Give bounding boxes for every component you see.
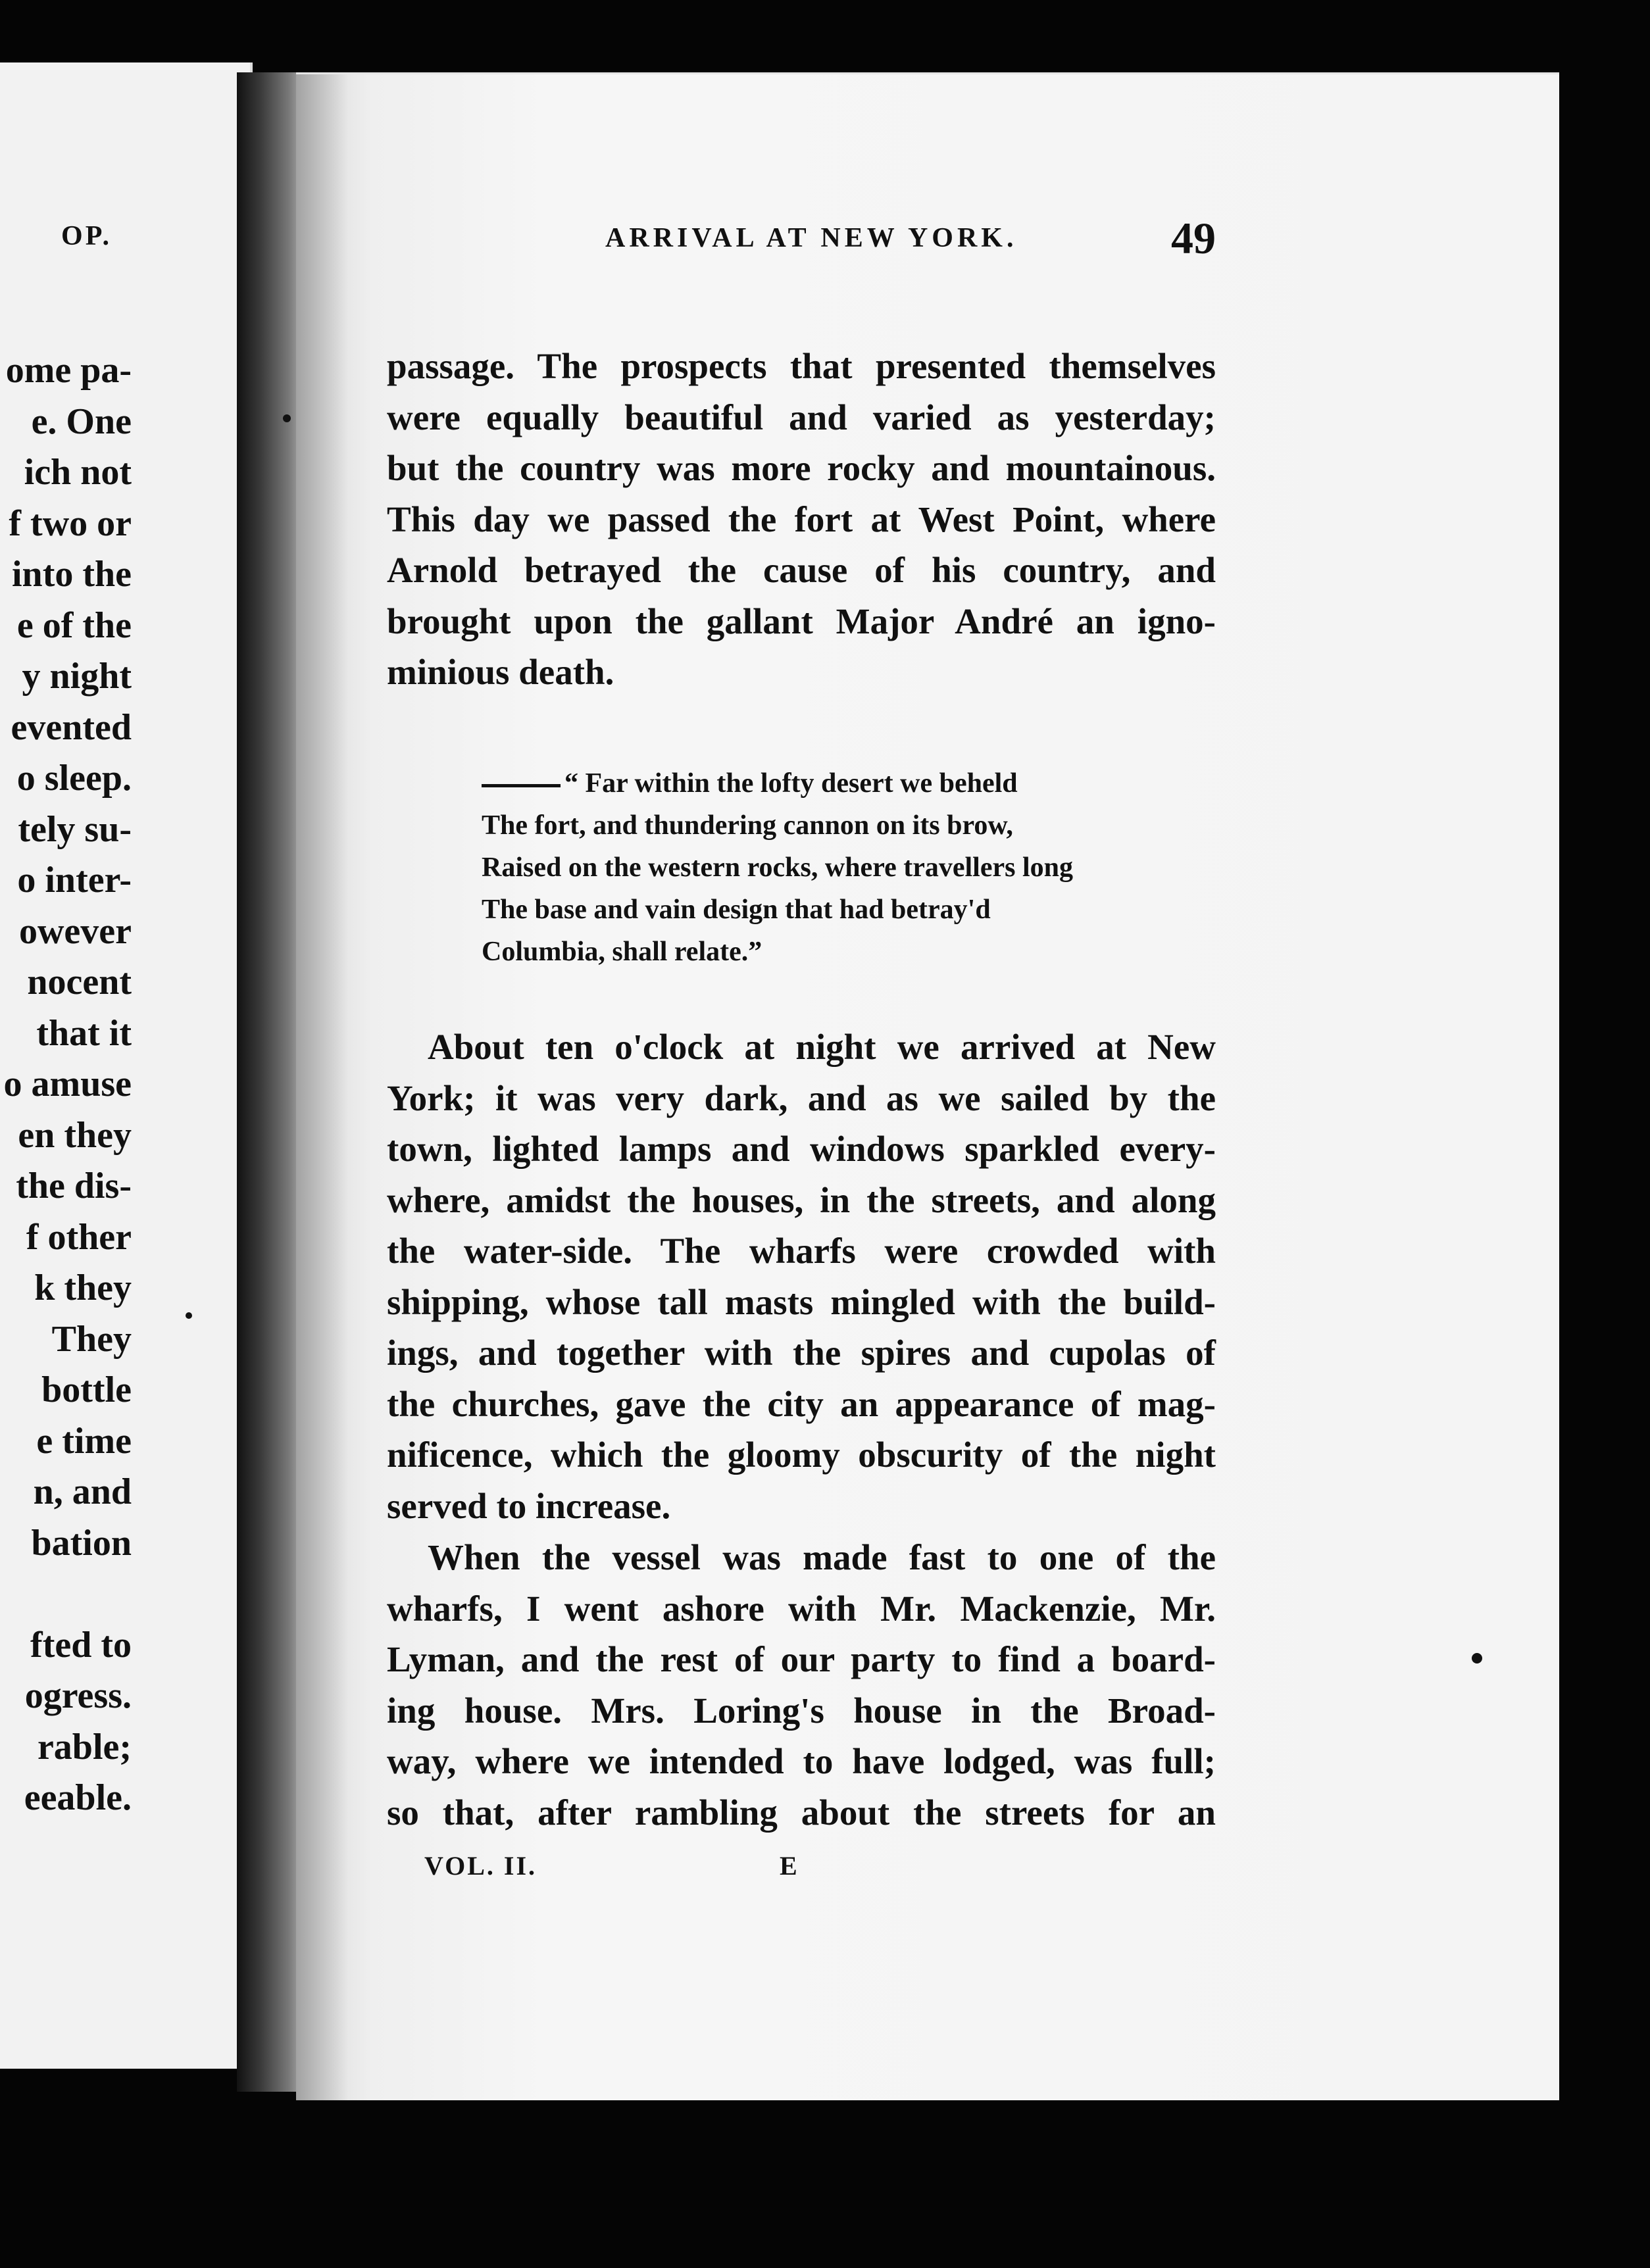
text-line: town, lighted lamps and windows sparkled every- [387, 1129, 1216, 1169]
paragraph-2 [387, 1022, 1216, 1531]
verse-line: The fort, and thundering cannon on its brow, [482, 810, 1013, 841]
previous-page-line: f two or [9, 503, 132, 544]
text-line: so that, after rambling about the streets for an [387, 1792, 1216, 1833]
verse-line [482, 762, 1139, 804]
signature-mark: E [780, 1851, 799, 1881]
ink-speck [283, 414, 291, 422]
previous-page-running-head: OP. [61, 221, 112, 251]
text-line: York; it was very dark, and as we sailed by the [387, 1077, 1216, 1118]
verse-line: Raised on the western rocks, where travellers long [482, 852, 1073, 883]
previous-page-line: owever [18, 910, 132, 952]
text-line: About ten o'clock at night we arrived at New [428, 1027, 1216, 1067]
text-line: the water-side. The wharfs were crowded with [387, 1231, 1216, 1271]
previous-page-line: f other [26, 1216, 132, 1258]
previous-page-line: o sleep. [16, 758, 132, 799]
previous-page-line: ich not [24, 452, 132, 493]
previous-page-text [0, 345, 132, 1824]
previous-page-line [0, 1569, 132, 1620]
text-line: the churches, gave the city an appearance of mag- [387, 1383, 1216, 1424]
volume-label: VOL. II. [424, 1851, 538, 1881]
page-edge-shadow [296, 74, 349, 2100]
previous-page-line: rable; [37, 1726, 132, 1767]
verse-quotation [482, 762, 1139, 973]
previous-page-line: the dis- [16, 1166, 132, 1206]
text-line: served to increase. [387, 1485, 671, 1526]
text-line: Arnold betrayed the cause of his country, and [387, 550, 1216, 590]
text-line: passage. The prospects that presented themselves [387, 346, 1216, 386]
text-line: minious death. [387, 652, 614, 692]
previous-page-line: ogress. [24, 1675, 132, 1716]
page-footer [424, 1850, 1148, 1881]
previous-page-line: e. One [31, 401, 132, 442]
text-line: wharfs, I went ashore with Mr. Mackenzie, Mr. [387, 1588, 1216, 1629]
ink-speck [1472, 1653, 1482, 1664]
previous-page-line: into the [12, 554, 132, 595]
paragraph-1 [387, 341, 1216, 698]
text-line: shipping, whose tall masts mingled with the build- [387, 1281, 1216, 1322]
previous-page-fragment [0, 62, 253, 2069]
text-line: When the vessel was made fast to one of the [428, 1537, 1216, 1577]
text-line: This day we passed the fort at West Point, where [387, 499, 1216, 539]
verse-line-text: “ Far within the lofty desert we beheld [564, 768, 1018, 799]
previous-page-line: They [51, 1318, 132, 1360]
text-line: ing house. Mrs. Loring's house in the Broad- [387, 1690, 1216, 1731]
previous-page-line: en they [18, 1114, 132, 1156]
page-number: 49 [1171, 213, 1216, 263]
paragraph-3 [387, 1532, 1216, 1838]
text-line: where, amidst the houses, in the streets, and along [387, 1179, 1216, 1220]
previous-page-line: e time [36, 1420, 132, 1462]
previous-page-line: eeable. [24, 1777, 132, 1818]
previous-page-line: n, and [33, 1471, 132, 1512]
previous-page-line: o amuse [3, 1064, 132, 1104]
verse-line: Columbia, shall relate.” [482, 937, 762, 967]
text-line: Lyman, and the rest of our party to find a board- [387, 1639, 1216, 1679]
previous-page-line: tely su- [18, 808, 132, 850]
previous-page-line: bation [31, 1522, 132, 1564]
previous-page-line: bottle [41, 1369, 132, 1410]
book-page [296, 72, 1559, 2100]
text-line: nificence, which the gloomy obscurity of the night [387, 1435, 1216, 1475]
previous-page-line: ome pa- [5, 350, 132, 391]
previous-page-line: that it [36, 1012, 132, 1054]
previous-page-line: fted to [30, 1624, 132, 1665]
verse-line: The base and vain design that had betray'd [482, 895, 991, 925]
previous-page-line: nocent [27, 962, 132, 1002]
previous-page-line: k they [34, 1268, 132, 1308]
text-line: ings, and together with the spires and cupolas of [387, 1333, 1216, 1373]
text-line: brought upon the gallant Major André an igno- [387, 601, 1216, 641]
previous-page-line: o inter- [17, 860, 132, 900]
previous-page-line: evented [11, 706, 132, 748]
previous-page-line: y night [22, 656, 132, 697]
em-rule [482, 784, 561, 787]
previous-page-line: e of the [16, 604, 132, 646]
ink-speck [186, 1312, 192, 1319]
text-line: were equally beautiful and varied as yesterday; [387, 397, 1216, 437]
running-head: ARRIVAL AT NEW YORK. [605, 223, 1018, 253]
text-line: but the country was more rocky and mountainous. [387, 448, 1216, 488]
text-line: way, where we intended to have lodged, was full; [387, 1741, 1216, 1781]
